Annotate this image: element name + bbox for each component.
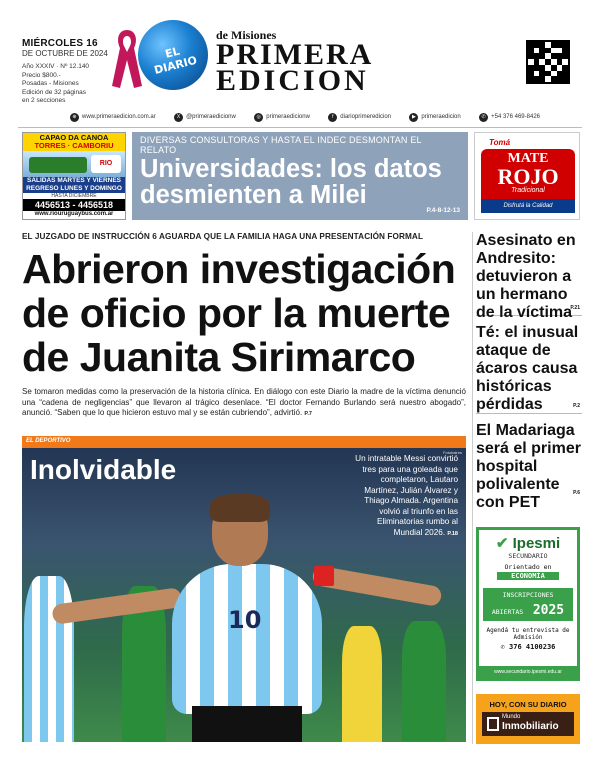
player-jersey (172, 564, 322, 714)
bus-advertisement[interactable] (22, 132, 126, 220)
logo-primera: PRIMERA (216, 38, 374, 71)
column-divider (472, 232, 473, 744)
side-story-page: P.6 (573, 490, 580, 496)
side-story-headline[interactable]: Té: el inusual ataque de ácaros causa históricas pérdidas (476, 324, 579, 413)
social-youtube[interactable] (409, 113, 460, 122)
top-story-pages: P.4-8-12-13 (426, 207, 460, 214)
player-shorts (192, 706, 302, 742)
ipesmi-phone (479, 643, 577, 651)
side-story[interactable] (476, 316, 582, 414)
whatsapp-icon: ✆ (479, 113, 488, 122)
captain-armband (314, 566, 334, 586)
top-story-headline[interactable]: Universidades: los datos desmienten a Milei (140, 155, 442, 209)
ad-salidas: SALIDAS MARTES Y VIERNES (26, 177, 122, 184)
shirt-number: 10 (228, 606, 262, 634)
ad-phones: 4456513 - 4456518 (23, 199, 125, 211)
supplement-promo[interactable] (476, 694, 580, 744)
bus-icon (29, 157, 87, 173)
instagram-icon: ◎ (254, 113, 263, 122)
top-story-kicker: DIVERSAS CONSULTORAS Y HASTA EL INDEC DESMONTAN EL RELATO (140, 135, 422, 155)
ad-mate: MATE (507, 151, 549, 166)
ad-rojo: ROJO (497, 164, 559, 189)
main-story-body (22, 387, 466, 420)
photo-credit: Fotobaires (443, 450, 462, 455)
ipesmi-advertisement[interactable] (476, 527, 580, 681)
ad-slogan: Disfrutá la Calidad (481, 199, 575, 213)
x-icon: X (174, 113, 183, 122)
issue-location: Posadas - Misiones (22, 80, 79, 87)
ipesmi-orientation: Orientado en (504, 563, 552, 571)
social-whatsapp-label: +54 376 469-8426 (491, 114, 540, 120)
section-tag: EL DEPORTIVO (26, 438, 71, 444)
social-x-label: @primeraedicionw (186, 114, 236, 120)
issue-date: DE OCTUBRE DE 2024 (22, 49, 108, 58)
ipesmi-phone-number: 376 4100236 (509, 643, 556, 651)
social-instagram[interactable] (254, 113, 310, 122)
supplement-title: HOY, CON SU DIARIO (489, 700, 567, 709)
issue-pages: Edición de 32 páginas (22, 88, 86, 96)
ad-destination-1: CAPAO DA CANOA (39, 133, 109, 142)
social-bar (70, 110, 540, 124)
ipesmi-logo (479, 534, 577, 552)
social-whatsapp[interactable] (479, 113, 540, 122)
side-story-headline[interactable]: El Madariaga será el primer hospital polivalente con PET (476, 422, 581, 511)
globe-icon: ⊕ (70, 113, 79, 122)
divider (18, 127, 582, 128)
ad-destinations (23, 133, 125, 151)
main-story[interactable] (22, 232, 466, 420)
house-icon (487, 717, 499, 731)
issue-meta: Año XXXIV · Nº 12.140 (22, 63, 90, 70)
social-youtube-label: primeraedicion (421, 114, 461, 120)
social-web-label: www.primeraedicion.com.ar (82, 114, 156, 120)
supplement-inmobiliario: Inmobiliario (502, 721, 559, 732)
rio-logo: RIO (91, 155, 121, 173)
ad-destination-2: TORRES · CAMBORIU (34, 141, 114, 150)
newspaper-logo[interactable] (110, 14, 465, 97)
check-icon: ✔ (495, 535, 509, 552)
ipesmi-website[interactable]: www.secundario.ipesmi.edu.ar (479, 666, 577, 678)
supplement-mundo: Mundo (502, 714, 521, 720)
sports-photo[interactable] (22, 436, 466, 742)
photo-headline[interactable]: Inolvidable (30, 454, 177, 485)
social-facebook-label: diarioprimeredicion (340, 114, 391, 120)
main-story-headline[interactable]: Abrieron investigación de oficio por la muerte de Juanita Sirimarco (22, 246, 456, 380)
social-web[interactable] (70, 113, 156, 122)
masthead (0, 0, 600, 108)
mate-rojo-logo (481, 149, 575, 199)
side-column (476, 232, 582, 516)
main-story-kicker: EL JUZGADO DE INSTRUCCIÓN 6 AGUARDA QUE LA FAMILIA HAGA UNA PRESENTACIÓN FORMAL (22, 232, 424, 241)
logo-subtitle: de Misiones (216, 28, 277, 42)
social-facebook[interactable] (328, 113, 391, 122)
mundo-inmobiliario-logo (482, 712, 574, 736)
side-story[interactable] (476, 414, 582, 516)
top-story[interactable] (132, 132, 468, 220)
main-story-text: Se tomaron medidas como la preservación de la historia clínica. En diálogo con este Diario la madre de la víctima denunció una “cadena de negligencias” que llevaron al trágico desenlace. “El doctor Fernando Burlando será nuestro abogado”, anunció. “Saben que lo que hicieron estuvo mal y se están cubriendo”, advirtió. (22, 387, 466, 417)
player-goalkeeper (342, 626, 382, 742)
ipesmi-name: Ipesmi (512, 535, 561, 552)
social-instagram-label: primeraedicionw (266, 114, 310, 120)
ipesmi-enroll-1: INSCRIPCIONES (502, 591, 554, 599)
ad-toma: Tomá (489, 138, 511, 147)
photo-caption (348, 454, 458, 539)
issue-sections: en 2 secciones (22, 97, 66, 104)
side-story[interactable] (476, 232, 582, 321)
ad-website: www.riouruguaybus.com.ar (34, 211, 114, 217)
social-x[interactable] (174, 113, 236, 122)
ipesmi-economy: ECONOMÍA (497, 572, 559, 580)
ad-regreso: REGRESO LUNES Y DOMINGO (26, 185, 122, 192)
side-story-page: P.2 (573, 403, 580, 409)
ipesmi-enroll-2: ABIERTAS (491, 608, 524, 616)
issue-day: MIÉRCOLES 16 (22, 38, 98, 49)
ipesmi-enrollment (483, 588, 573, 621)
photo-page: P.18 (447, 530, 458, 537)
whatsapp-icon: ✆ (500, 643, 505, 651)
player-hair (210, 494, 270, 522)
ipesmi-year: 2025 (532, 603, 565, 618)
qr-code-icon[interactable] (526, 40, 570, 84)
section-bar (22, 436, 466, 448)
ipesmi-agenda: Agendá tu entrevista de Admisión (486, 627, 570, 641)
ad-schedule (23, 177, 125, 193)
main-story-page: P.7 (304, 411, 312, 417)
youtube-icon: ▶ (409, 113, 418, 122)
side-story-page: P.21 (570, 305, 580, 311)
mate-rojo-advertisement[interactable] (474, 132, 580, 220)
player-opponent-2 (402, 621, 446, 741)
globe-logo-icon (138, 20, 208, 90)
ad-tradicional: Tradicional (511, 187, 545, 194)
logo-el-diario: EL DIARIO (152, 44, 199, 77)
date-block (22, 38, 122, 106)
player-left (24, 576, 74, 742)
logo-edicion: EDICION (216, 64, 369, 97)
side-story-headline[interactable]: Asesinato en Andresito: detuvieron a un hermano de la víctima (476, 232, 576, 321)
bus-image (23, 151, 125, 177)
photo-caption-text: Un intratable Messi convirtió tres para una goleada que completaron, Lautaro Martínez, Julián Álvarez y Thiago Almada. Argentina volvió al triunfo en las Eliminatorias rumbo al Mundial 2026. (355, 454, 458, 537)
ad-until: HASTA DICIEMBRE (23, 193, 125, 199)
issue-price: Precio $800.- (22, 71, 61, 79)
ipesmi-level: SECUNDARIO (508, 552, 548, 560)
facebook-icon: f (328, 113, 337, 122)
